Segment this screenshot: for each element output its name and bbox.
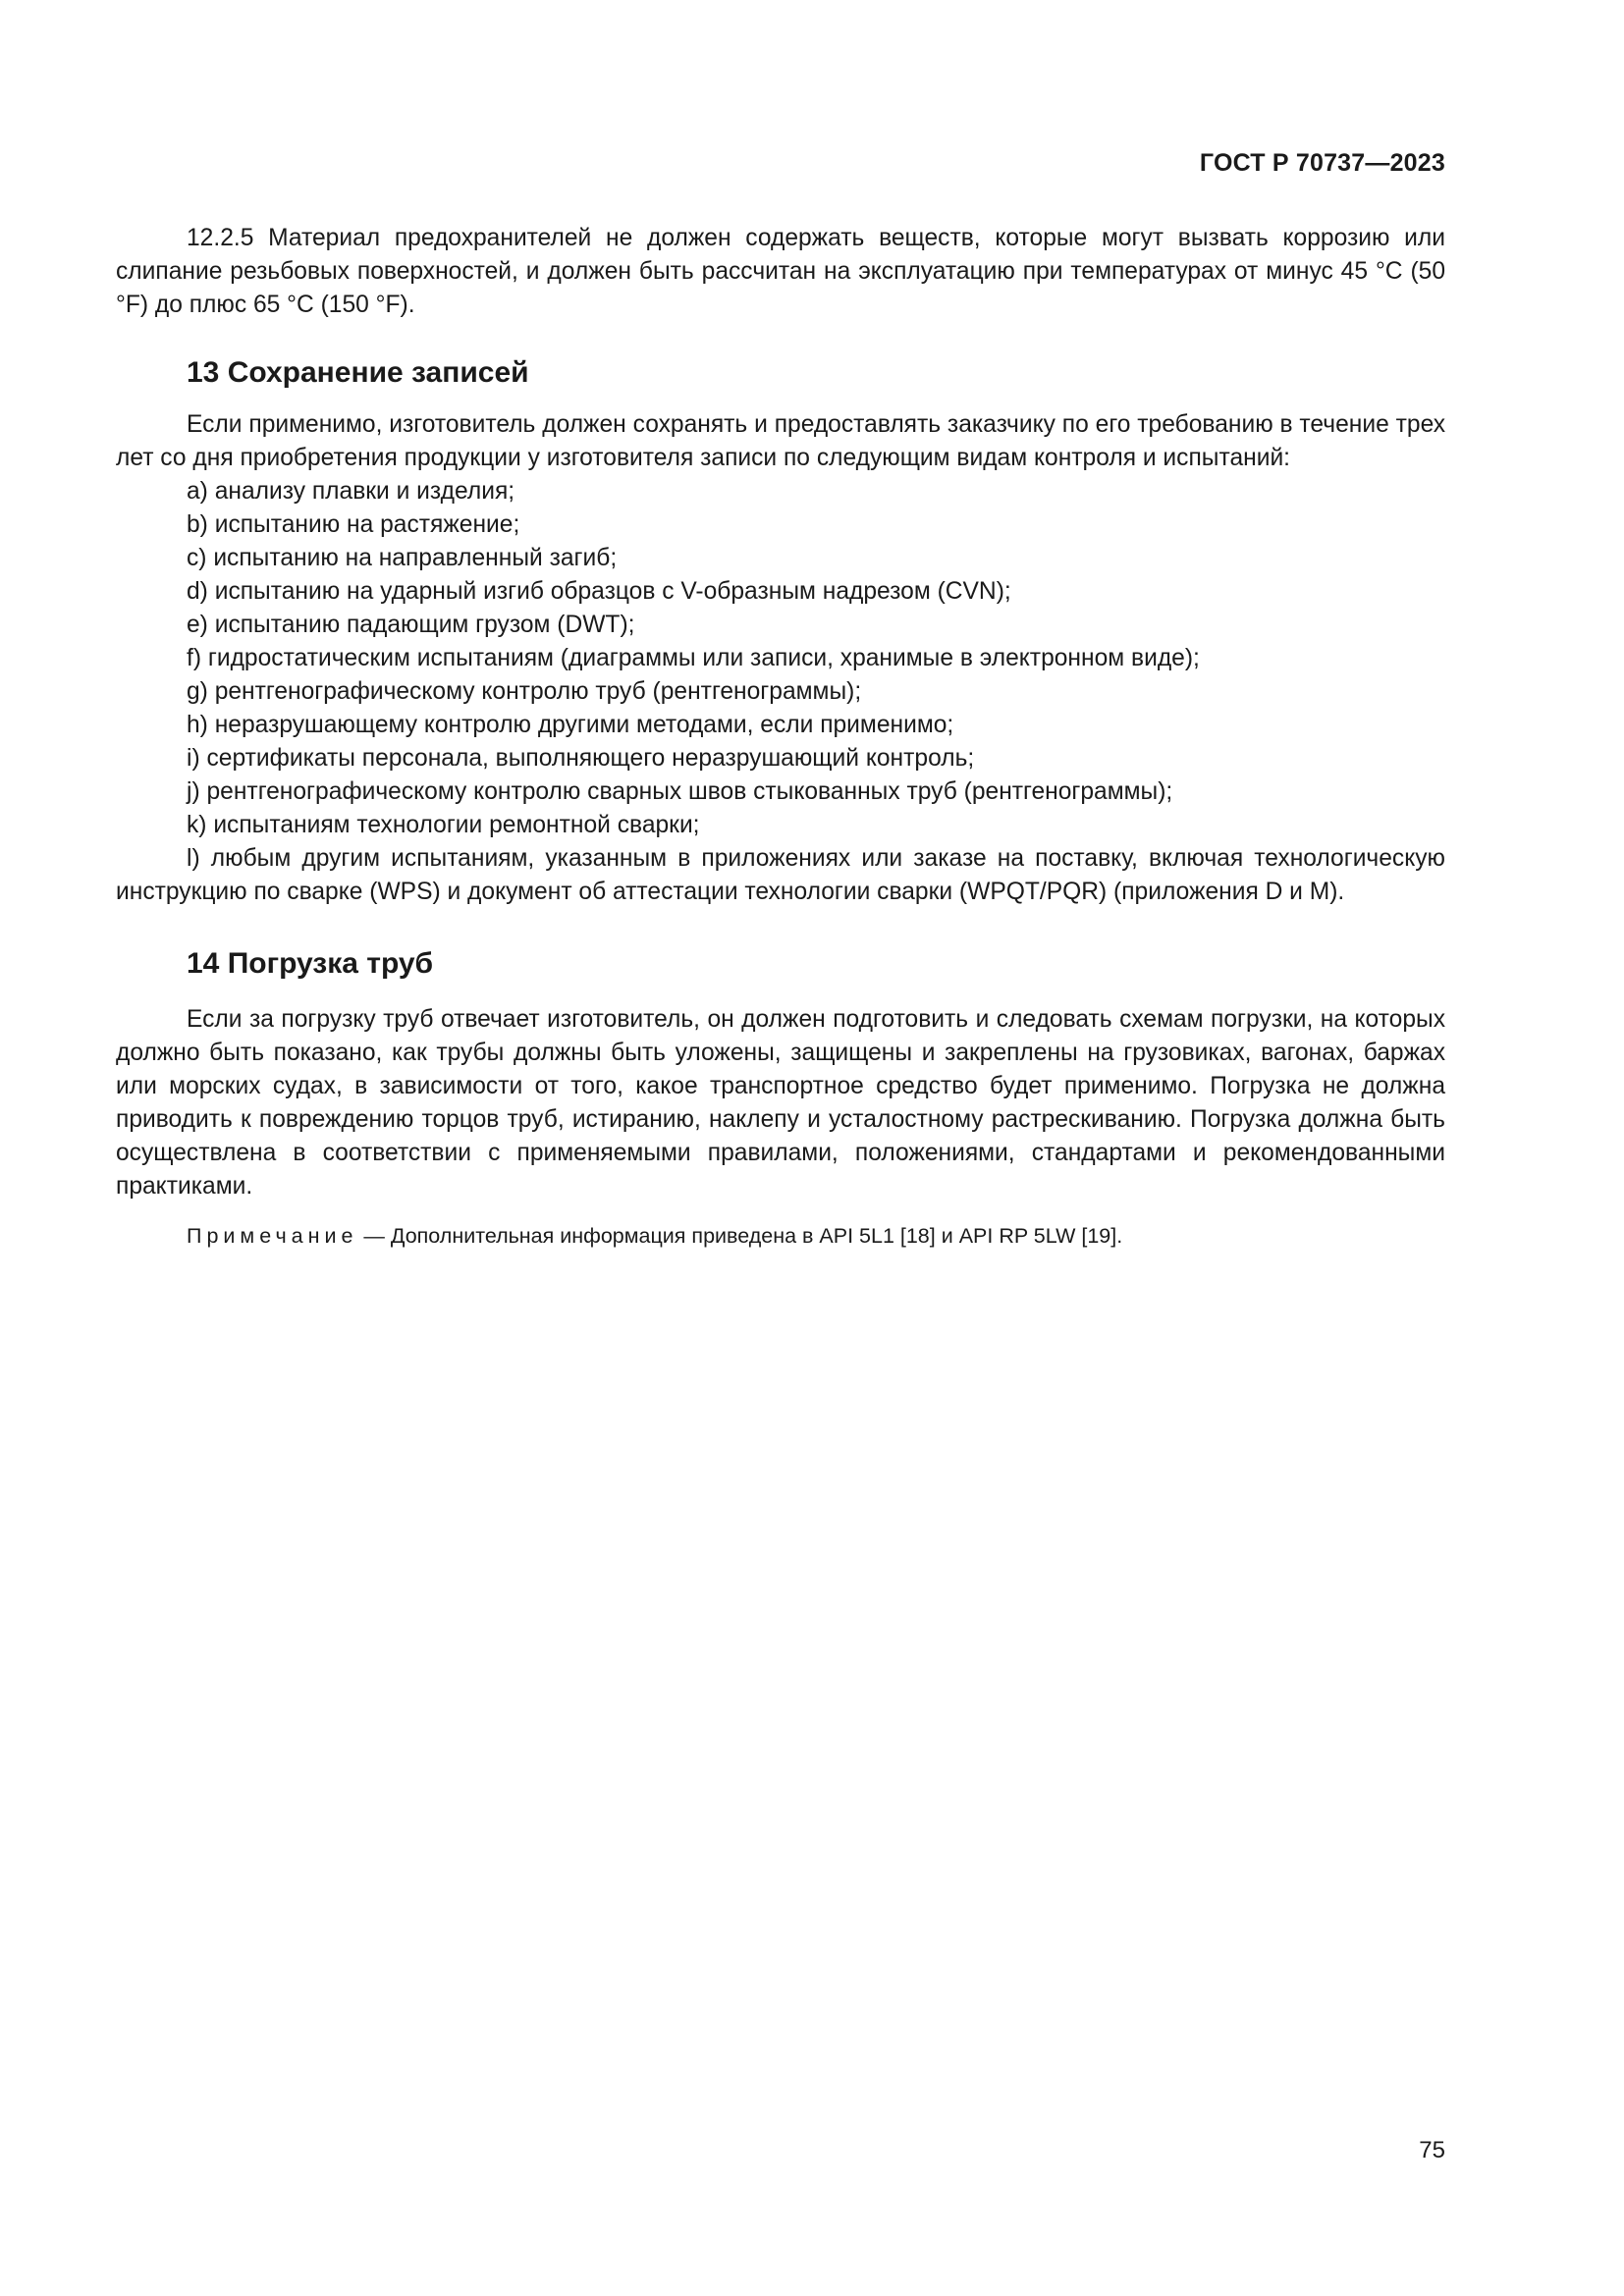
page-content (116, 222, 1445, 1251)
list-item-text: l) любым другим испытаниям, указанным в приложениях или заказе на поставку, включая технологическую инструкцию по сварке (WPS) и документ об аттестации технологии сварки (WPQT/PQR) (приложения D и M). (116, 845, 1445, 905)
list-item: e) испытанию падающим грузом (DWT); (187, 612, 635, 638)
standard-designation: ГОСТ Р 70737—2023 (1199, 149, 1445, 177)
section-14-body: Если за погрузку труб отвечает изготовитель, он должен подготовить и следовать схемам погрузки, на которых должно быть показано, как трубы должны быть уложены, защищены и закреплены на грузовиках, вагонах, баржах или морских судах, в зависимости от того, какое транспортное средство будет применимо. Погрузка не должна приводить к повреждению торцов труб, истиранию, наклепу и усталостному растрескиванию. Погрузка должна быть осуществлена в соответствии с применяемыми правилами, положениями, стандартами и рекомендованными практиками. (116, 1006, 1445, 1200)
note (116, 1221, 1445, 1251)
list-item: h) неразрушающему контролю другими методами, если применимо; (187, 712, 954, 738)
section-13-intro: Если применимо, изготовитель должен сохранять и предоставлять заказчику по его требованию в течение трех лет со дня приобретения продукции у изготовителя записи по следующим видам контроля и испытаний: (116, 411, 1445, 471)
clause-12-2-5: 12.2.5 Материал предохранителей не должен содержать веществ, которые могут вызвать коррозию или слипание резьбовых поверхностей, и должен быть рассчитан на эксплуатацию при температурах от минус 45 °С (50 °F) до плюс 65 °С (150 °F). (116, 225, 1445, 318)
section-13-heading: 13 Сохранение записей (187, 356, 529, 389)
list-item: c) испытанию на направленный загиб; (187, 545, 618, 571)
list-item: j) рентгенографическому контролю сварных швов стыкованных труб (рентгенограммы); (187, 778, 1173, 805)
records-list (116, 475, 1445, 909)
list-item: i) сертификаты персонала, выполняющего неразрушающий контроль; (187, 745, 975, 772)
list-item: f) гидростатическим испытаниям (диаграммы или записи, хранимые в электронном виде); (187, 645, 1200, 671)
list-item: k) испытаниям технологии ремонтной сварки; (187, 812, 700, 838)
section-14-heading: 14 Погрузка труб (187, 947, 434, 980)
list-item: d) испытанию на ударный изгиб образцов с V-образным надрезом (CVN); (187, 578, 1011, 605)
list-item: g) рентгенографическому контролю труб (рентгенограммы); (187, 678, 862, 705)
note-text: — Дополнительная информация приведена в API 5L1 [18] и API RP 5LW [19]. (357, 1224, 1123, 1248)
note-label: Примечание (187, 1224, 358, 1248)
list-item: b) испытанию на растяжение; (187, 511, 520, 538)
list-item: a) анализу плавки и изделия; (187, 478, 515, 505)
list-item (116, 842, 1445, 909)
page-number: 75 (1419, 2137, 1445, 2163)
